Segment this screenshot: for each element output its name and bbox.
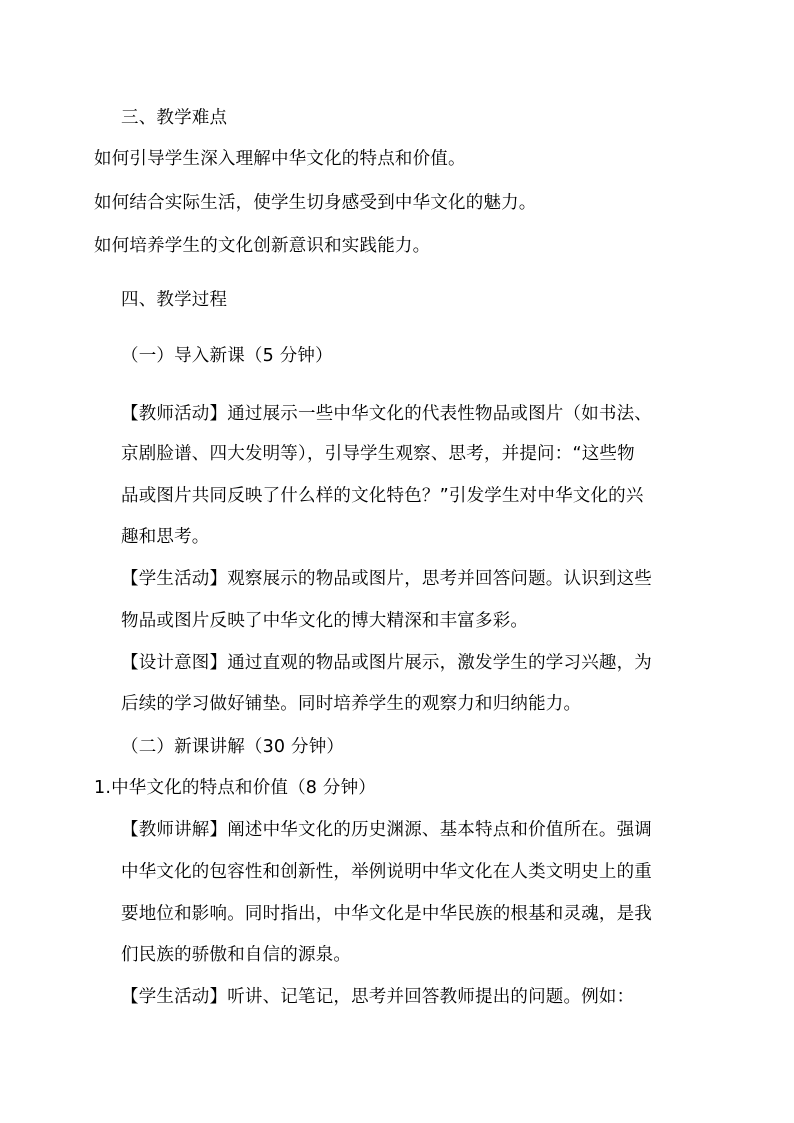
teacher-lecture-line-2: 中华文化的包容性和创新性，举例说明中华文化在人类文明史上的重 bbox=[121, 862, 652, 882]
teacher-activity-line-3: 品或图片共同反映了什么样的文化特色？”引发学生对中华文化的兴 bbox=[121, 486, 644, 506]
teacher-activity-line-1: 【教师活动】通过展示一些中华文化的代表性物品或图片（如书法、 bbox=[121, 404, 652, 424]
heading-teaching-difficulties: 三、教学难点 bbox=[121, 108, 228, 128]
heading-teaching-process: 四、教学过程 bbox=[121, 290, 228, 310]
section-intro-title: （一）导入新课（5 分钟） bbox=[121, 346, 333, 366]
difficulty-item-3: 如何培养学生的文化创新意识和实践能力。 bbox=[94, 236, 431, 256]
teacher-lecture-line-4: 们民族的骄傲和自信的源泉。 bbox=[121, 945, 352, 965]
teacher-activity-line-4: 趣和思考。 bbox=[121, 527, 210, 547]
subsection-features-title: 1.中华文化的特点和价值（8 分钟） bbox=[94, 778, 376, 798]
student-activity-line-2: 物品或图片反映了中华文化的博大精深和丰富多彩。 bbox=[121, 611, 529, 631]
student-activity-line-1: 【学生活动】观察展示的物品或图片，思考并回答问题。认识到这些 bbox=[121, 569, 652, 589]
section-new-lesson-title: （二）新课讲解（30 分钟） bbox=[121, 737, 345, 757]
student-activity2-line: 【学生活动】听讲、记笔记，思考并回答教师提出的问题。例如： bbox=[121, 987, 635, 1007]
design-intent-line-2: 后续的学习做好铺垫。同时培养学生的观察力和归纳能力。 bbox=[121, 694, 582, 714]
design-intent-line-1: 【设计意图】通过直观的物品或图片展示，激发学生的学习兴趣，为 bbox=[121, 653, 652, 673]
teacher-activity-line-2: 京剧脸谱、四大发明等），引导学生观察、思考，并提问：“这些物 bbox=[121, 444, 635, 464]
difficulty-item-2: 如何结合实际生活，使学生切身感受到中华文化的魅力。 bbox=[94, 193, 537, 213]
difficulty-item-1: 如何引导学生深入理解中华文化的特点和价值。 bbox=[94, 149, 466, 169]
teacher-lecture-line-1: 【教师讲解】阐述中华文化的历史渊源、基本特点和价值所在。强调 bbox=[121, 820, 652, 840]
teacher-lecture-line-3: 要地位和影响。同时指出，中华文化是中华民族的根基和灵魂，是我 bbox=[121, 904, 652, 924]
